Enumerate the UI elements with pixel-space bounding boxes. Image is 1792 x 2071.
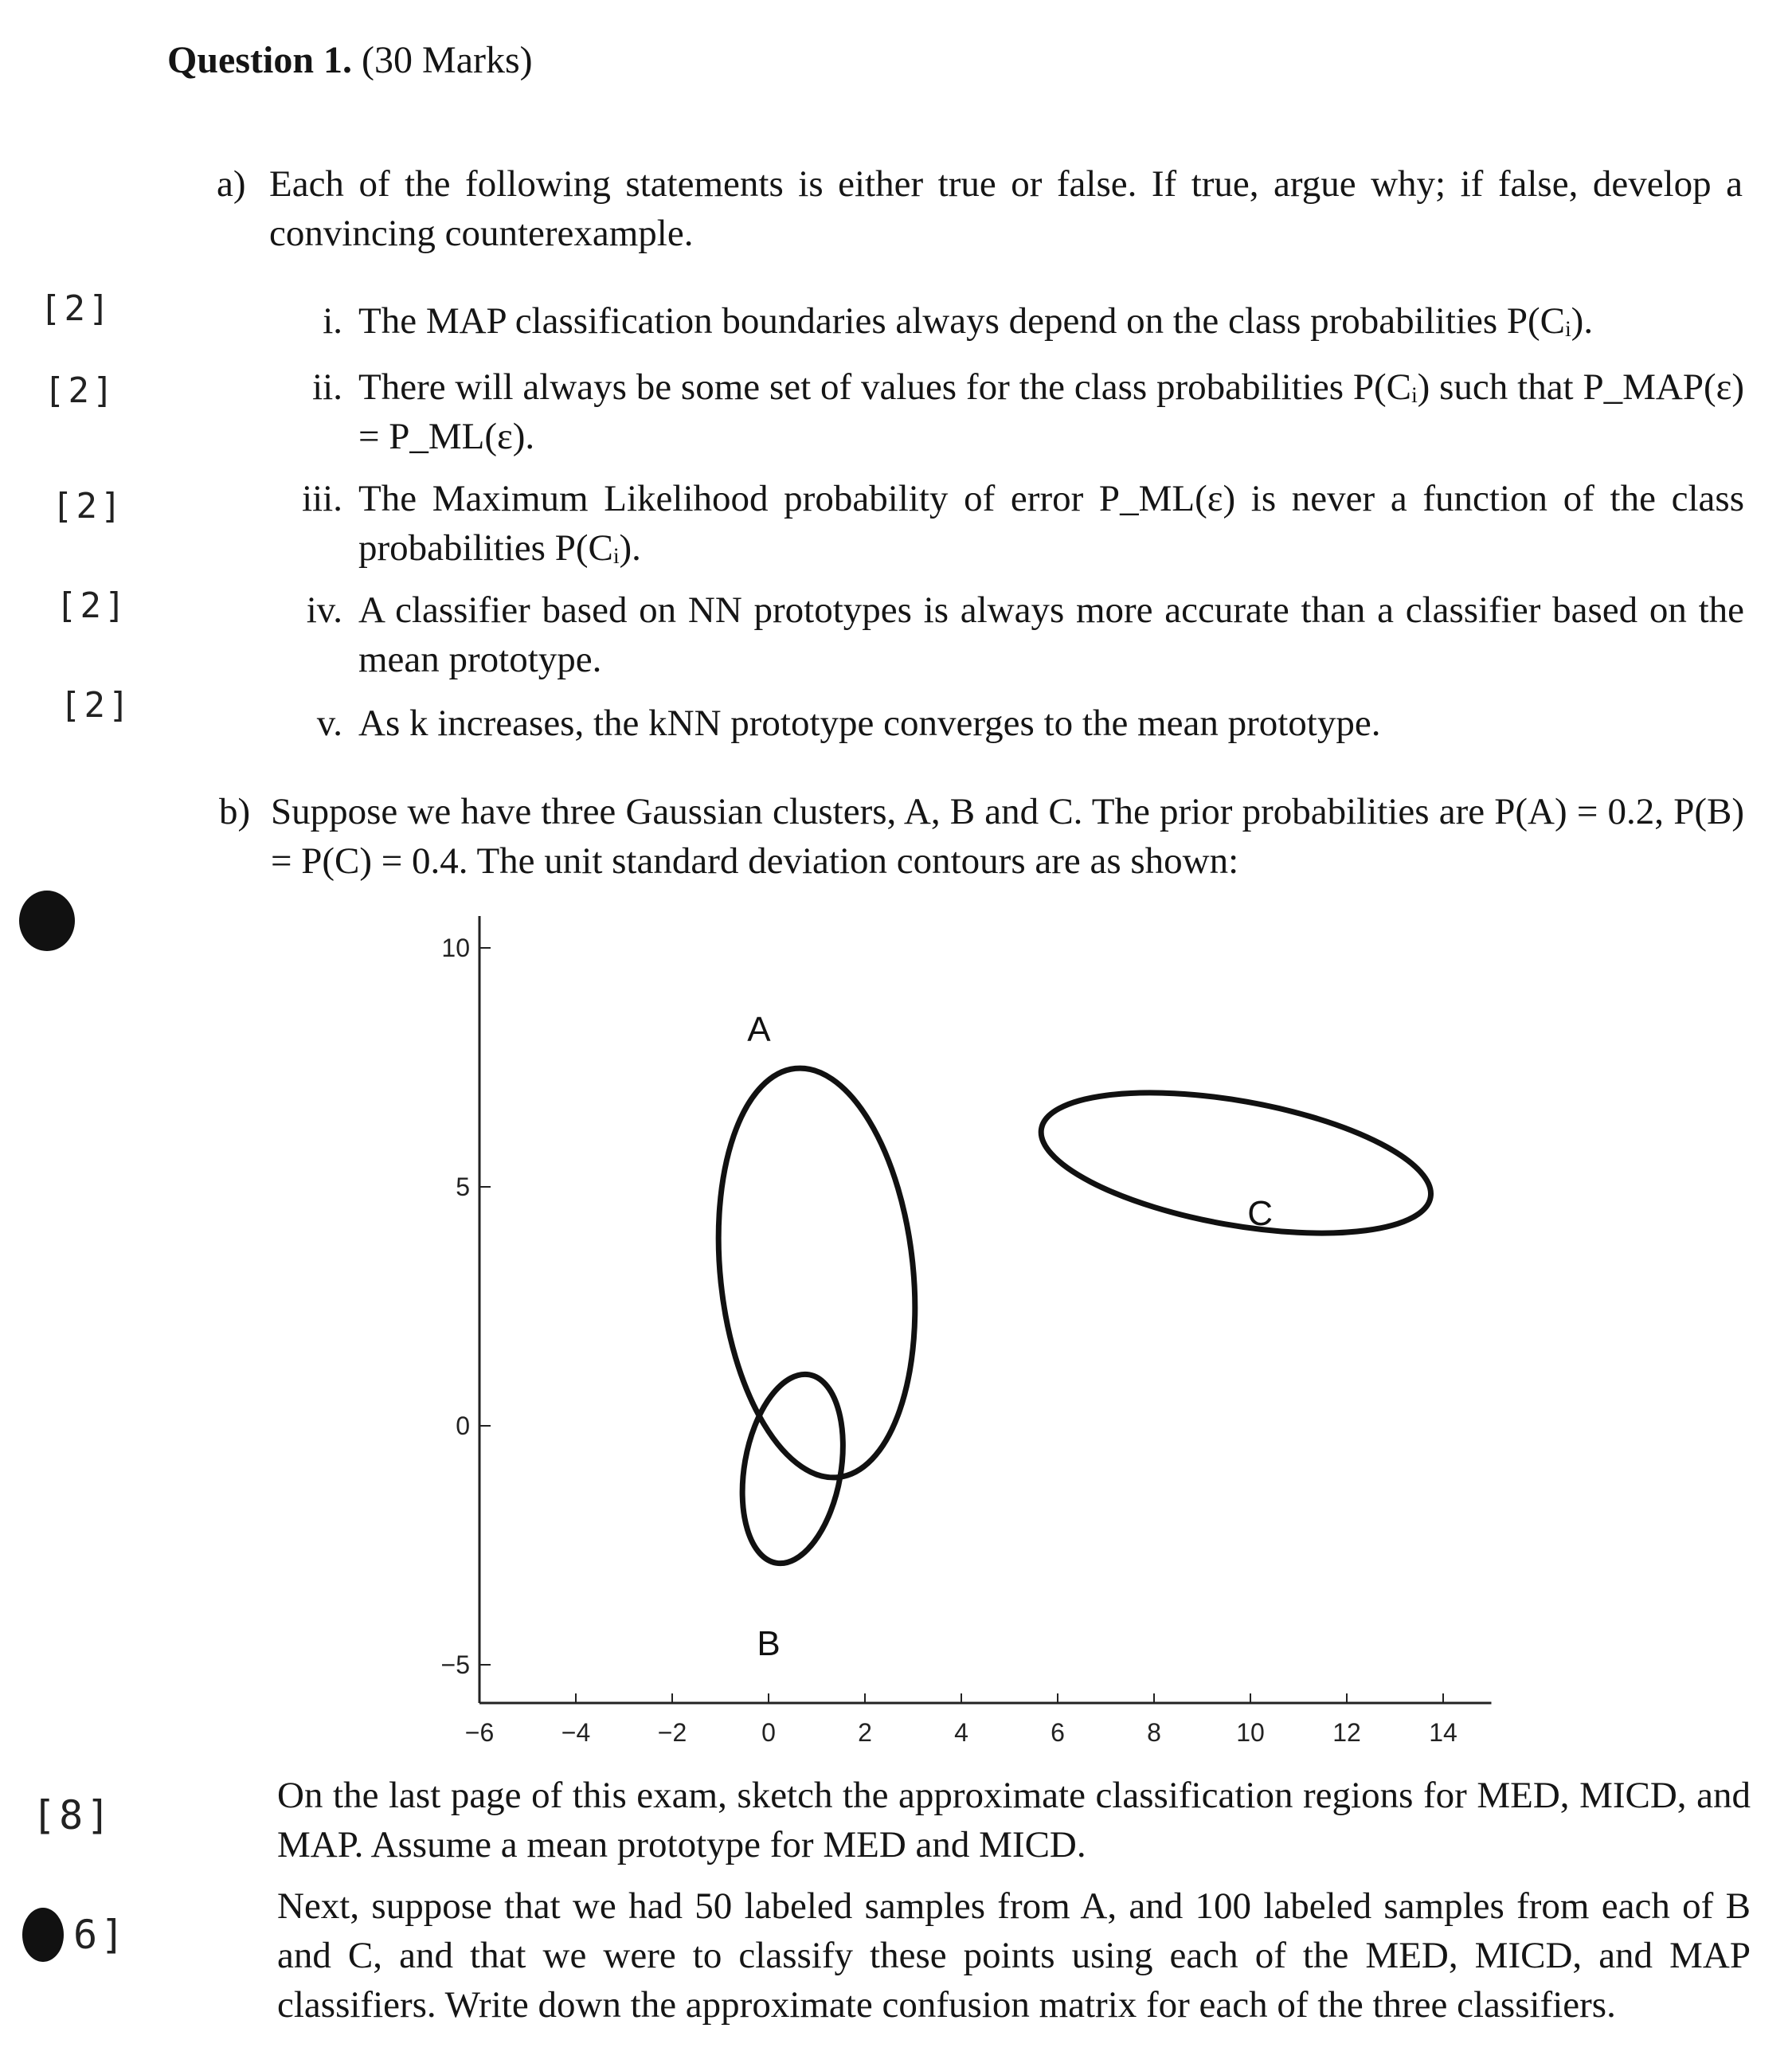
x-tick-label: 2	[858, 1718, 872, 1747]
part-b-intro: Suppose we have three Gaussian clusters, A, B and C. The prior probabilities are P(A) = 0.2, P(B) = P(C) = 0.4. The unit standard deviation contours are as shown:	[271, 791, 1744, 882]
mark-item-i: [2]	[40, 288, 113, 329]
y-tick-label: 0	[456, 1411, 470, 1440]
cluster-c-label: C	[1247, 1194, 1273, 1233]
item-ii-label: ii.	[312, 366, 342, 408]
binder-hole-2	[22, 1908, 64, 1962]
follow-1-text: On the last page of this exam, sketch the approximate classification regions for MED, MICD, and MAP. Assume a mean prototype for MED and MICD.	[277, 1775, 1751, 1865]
cluster-a-contour	[699, 1059, 934, 1487]
x-tick-label: 8	[1147, 1718, 1161, 1747]
mark-item-iii: [2]	[52, 486, 125, 527]
item-i-label: i.	[323, 300, 342, 342]
x-tick-label: 6	[1051, 1718, 1065, 1747]
x-tick-label: 4	[954, 1718, 968, 1747]
chart-axes	[479, 916, 1492, 1703]
chart-ticks	[441, 934, 1457, 1747]
cluster-a-label: A	[747, 1010, 771, 1049]
chart-clusters	[699, 1010, 1441, 1663]
x-tick-label: 0	[761, 1718, 776, 1747]
x-tick-label: −4	[561, 1718, 591, 1747]
item-iv-label: iv.	[306, 589, 342, 631]
x-tick-label: 14	[1429, 1718, 1457, 1747]
x-tick-label: −6	[464, 1718, 495, 1747]
y-tick-label: 5	[456, 1173, 470, 1201]
follow-2-text: Next, suppose that we had 50 labeled samples from A, and 100 labeled samples from each of B and C, and that we were to classify these points using each of the MED, MICD, and MAP classifiers. Write down the approximate confusion matrix for each of the three classifiers.	[277, 1885, 1751, 2026]
question-title-bold: Question 1.	[167, 39, 353, 81]
mark-follow-2: 6]	[73, 1912, 128, 1958]
item-v-text: As k increases, the kNN prototype converges to the mean prototype.	[358, 703, 1381, 744]
y-tick-label: −5	[440, 1650, 470, 1679]
x-tick-label: −2	[657, 1718, 687, 1747]
cluster-b-label: B	[757, 1624, 781, 1663]
item-v-label: v.	[316, 703, 342, 744]
cluster-c-contour	[1031, 1067, 1442, 1259]
part-a-intro: Each of the following statements is either true or false. If true, argue why; if false, develop a convincing counterexample.	[269, 163, 1743, 254]
x-tick-label: 12	[1332, 1718, 1361, 1747]
part-b-label: b)	[219, 791, 251, 832]
item-i-text-body: The MAP classification boundaries always depend on the class probabilities P(Cᵢ).	[358, 300, 1594, 342]
mark-item-iv: [2]	[56, 585, 129, 626]
part-a-label: a)	[217, 163, 246, 205]
mark-follow-1: [8]	[32, 1792, 114, 1838]
item-iii-label: iii.	[302, 478, 342, 519]
item-iv-text: A classifier based on NN prototypes is always more accurate than a classifier based on the mean prototype.	[358, 589, 1744, 680]
item-iii-text: The Maximum Likelihood probability of error P_ML(ε) is never a function of the class probabilities P(Cᵢ).	[358, 478, 1744, 569]
mark-item-v: [2]	[60, 685, 133, 726]
item-ii-text: There will always be some set of values for the class probabilities P(Cᵢ) such that P_MAP(ε) = P_ML(ε).	[358, 366, 1744, 457]
question-marks: (30 Marks)	[362, 39, 533, 81]
x-tick-label: 10	[1236, 1718, 1265, 1747]
y-tick-label: 10	[441, 934, 470, 962]
mark-item-ii: [2]	[44, 370, 117, 411]
